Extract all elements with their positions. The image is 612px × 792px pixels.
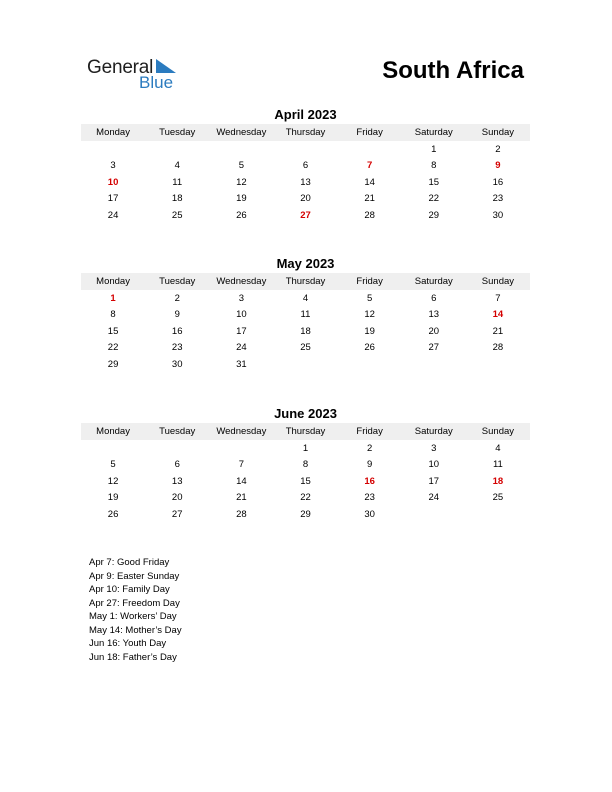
weekday-label: Friday [356,127,383,138]
holiday-item: Apr 10: Family Day [89,584,170,595]
day-cell: 2 [495,143,501,155]
day-cell: 24 [236,342,247,354]
day-cell: 9 [495,160,501,172]
day-cell: 27 [300,209,311,221]
day-cell: 21 [364,193,375,205]
day-cell: 23 [492,193,504,205]
weekday-label: Tuesday [159,276,196,287]
holiday-item: Jun 16: Youth Day [89,638,167,649]
day-cell: 4 [495,442,501,454]
day-cell: 13 [171,475,183,487]
day-cell: 18 [300,325,311,337]
holiday-item: Jun 18: Father’s Day [89,651,177,663]
week-row [81,174,530,191]
weekday-label: Wednesday [216,276,267,287]
day-cell: 28 [364,209,375,221]
week-row [81,307,530,324]
month-block [81,106,530,224]
weekday-label: Thursday [285,426,326,437]
logo-blue-text: Blue [139,73,174,92]
day-cell: 25 [171,209,183,221]
day-cell: 26 [107,508,119,520]
day-cell: 13 [428,309,440,321]
day-cell: 21 [492,325,504,337]
day-cell: 14 [492,309,504,321]
weekday-header [81,124,530,141]
month-title: April 2023 [274,107,337,122]
day-cell: 2 [174,292,180,304]
day-cell: 5 [366,292,373,304]
week-row [81,506,530,523]
weekday-header [81,423,530,440]
day-cell: 13 [300,176,311,188]
day-cell: 19 [236,193,247,205]
day-cell: 5 [238,160,244,172]
day-cell: 24 [428,492,440,504]
day-cell: 24 [107,209,119,221]
week-row [81,158,530,175]
week-row [81,290,530,307]
day-cell: 6 [431,292,437,304]
day-cell: 9 [366,459,373,471]
weekday-label: Sunday [481,127,515,138]
day-cell: 18 [492,475,504,487]
day-cell: 30 [364,508,375,520]
month-title: May 2023 [276,256,335,271]
day-cell: 27 [171,508,183,520]
holiday-item: May 1: Workers’ Day [89,611,177,622]
generalblue-logo [87,57,187,93]
day-cell: 6 [174,459,180,471]
day-cell: 8 [302,459,309,471]
weekday-header [81,273,530,290]
day-cell: 25 [492,492,504,504]
day-cell: 31 [236,358,247,370]
day-cell: 20 [171,492,183,504]
day-cell: 11 [300,309,311,321]
logo-general-text: General [87,57,154,78]
weekday-label: Friday [356,276,383,287]
day-cell: 23 [364,492,375,504]
day-cell: 3 [110,160,116,172]
week-row [81,356,530,373]
day-cell: 20 [300,193,311,205]
day-cell: 22 [428,193,440,205]
day-cell: 11 [172,176,183,188]
weekday-label: Thursday [285,127,326,138]
day-cell: 16 [492,176,504,188]
day-cell: 22 [107,342,119,354]
day-cell: 5 [110,459,116,471]
day-cell: 20 [428,325,440,337]
day-cell: 15 [107,325,119,337]
day-cell: 15 [300,475,311,487]
day-cell: 16 [364,475,375,487]
day-cell: 18 [171,193,183,205]
day-cell: 7 [495,292,501,304]
day-cell: 10 [107,176,119,188]
day-cell: 25 [300,342,311,354]
weekday-label: Sunday [481,276,515,287]
day-cell: 1 [110,292,116,304]
weekday-label: Saturday [414,276,453,287]
day-cell: 7 [366,160,373,172]
day-cell: 9 [174,309,180,321]
day-cell: 30 [171,358,183,370]
day-cell: 21 [236,492,247,504]
day-cell: 4 [174,160,180,172]
week-row [81,440,530,457]
weekday-label: Wednesday [216,426,267,437]
day-cell: 26 [364,342,375,354]
weekday-label: Wednesday [216,127,267,138]
day-cell: 22 [300,492,311,504]
day-cell: 26 [236,209,247,221]
week-row [81,191,530,208]
week-row [81,207,530,224]
week-row [81,490,530,507]
day-cell: 3 [431,442,437,454]
weekday-label: Saturday [414,426,453,437]
holiday-item: Apr 27: Freedom Day [89,597,180,609]
day-cell: 8 [110,309,116,321]
holiday-item: Apr 7: Good Friday [89,557,170,568]
day-cell: 1 [431,143,437,155]
weekday-label: Tuesday [159,127,196,138]
day-cell: 28 [492,342,504,354]
holiday-item: Apr 9: Easter Sunday [89,570,180,582]
day-cell: 16 [171,325,183,337]
weekday-label: Tuesday [159,426,196,437]
weekday-label: Sunday [481,426,515,437]
week-row [81,457,530,474]
day-cell: 29 [107,358,119,370]
day-cell: 14 [364,176,375,188]
day-cell: 2 [366,442,373,454]
weekday-label: Saturday [414,127,453,138]
week-row [81,141,530,158]
day-cell: 27 [428,342,440,354]
week-row [81,473,530,490]
day-cell: 17 [107,193,119,205]
day-cell: 6 [302,160,309,172]
day-cell: 19 [107,492,119,504]
holiday-list [89,556,182,664]
day-cell: 3 [238,292,244,304]
weekday-label: Monday [96,127,130,138]
month-title: June 2023 [274,406,337,421]
day-cell: 10 [236,309,247,321]
day-cell: 1 [302,442,309,454]
day-cell: 28 [236,508,247,520]
week-row [81,340,530,357]
weekday-label: Monday [96,276,130,287]
day-cell: 12 [236,176,247,188]
day-cell: 15 [428,176,440,188]
month-block [81,405,530,523]
day-cell: 29 [428,209,440,221]
day-cell: 7 [238,459,244,471]
day-cell: 19 [364,325,375,337]
day-cell: 10 [428,459,440,471]
weekday-label: Monday [96,426,130,437]
month-block [81,255,530,373]
week-row [81,323,530,340]
day-cell: 12 [107,475,119,487]
day-cell: 30 [492,209,504,221]
weekday-label: Thursday [285,276,326,287]
day-cell: 4 [302,292,309,304]
day-cell: 8 [431,160,437,172]
country-title: South Africa [382,57,524,84]
day-cell: 17 [236,325,247,337]
day-cell: 14 [236,475,247,487]
day-cell: 29 [300,508,311,520]
day-cell: 11 [492,459,503,471]
day-cell: 17 [428,475,440,487]
day-cell: 12 [364,309,375,321]
day-cell: 23 [171,342,183,354]
holiday-item: May 14: Mother’s Day [89,624,182,636]
weekday-label: Friday [356,426,383,437]
